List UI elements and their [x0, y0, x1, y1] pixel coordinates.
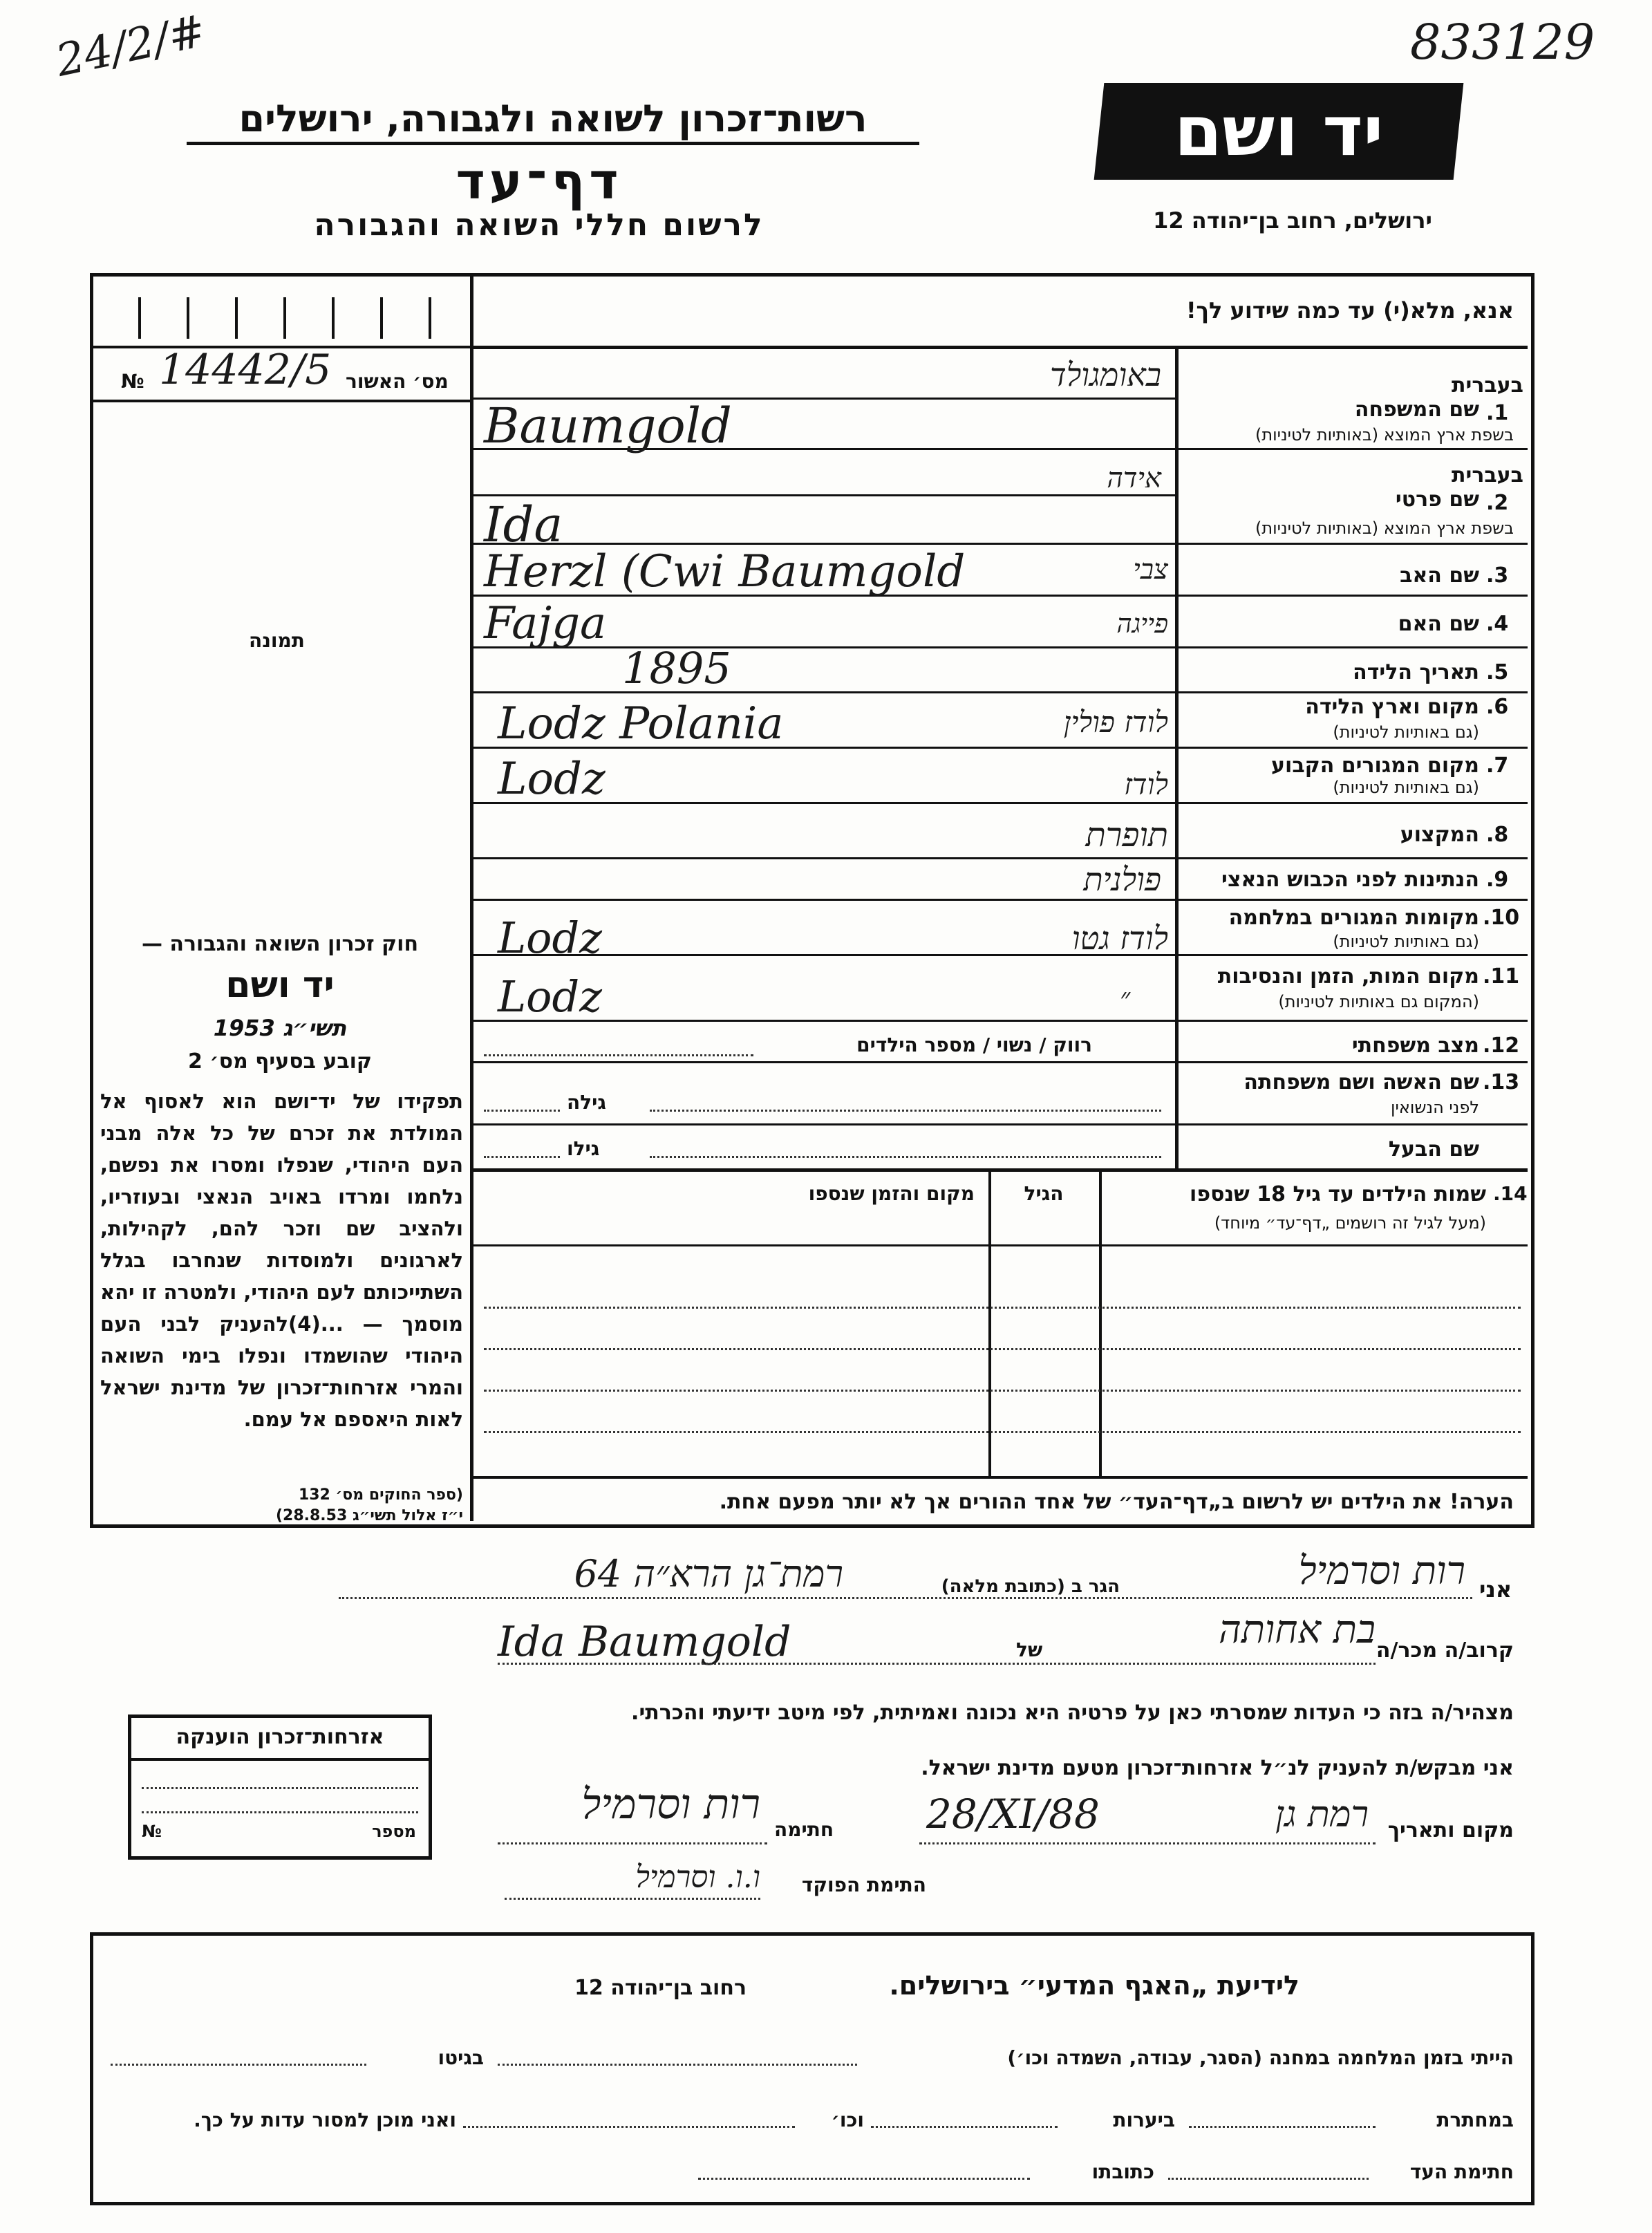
field-5-num: 5. — [1486, 660, 1509, 684]
decl-name[interactable]: רות וסרמיל — [1298, 1549, 1465, 1594]
field-7-hebrew-value: לודז — [1124, 767, 1168, 801]
field-1-sub: בשפת ארץ המוצא (באותיות לטיניות) — [1255, 425, 1514, 445]
decl-signature-label: חתימה — [774, 1818, 834, 1841]
children-col-names-sub: (מעל לגיל זה רושמים „דף־עד״ מיוחד) — [1214, 1213, 1486, 1233]
form-title: דף־עד — [456, 152, 623, 210]
top-left-note: 24/2/# — [51, 6, 211, 87]
field-13-num: 13. — [1483, 1070, 1520, 1094]
bottom-row2-underground: במחתרת — [1436, 2109, 1514, 2131]
law-title: חוק זכרון השואה והגבורה — — [141, 932, 419, 956]
registration-label: מס׳ האשור — [346, 370, 449, 393]
field-6-value[interactable]: Lodz Polania — [498, 698, 784, 749]
field-4-hebrew-value: פייגה — [1116, 608, 1168, 639]
intro-text: אנא, מלא(י) עד כמה שידוע לך! — [1185, 297, 1514, 324]
law-name: יד ושם — [225, 964, 335, 1006]
field-1-hebrew-tag: בעברית — [1452, 373, 1523, 398]
field-13-sub: לפני הנשואין — [1390, 1098, 1479, 1117]
field-3-value[interactable]: Herzl (Cwi Baumgold — [484, 546, 966, 597]
org-title-underline — [187, 142, 919, 145]
field-5-value[interactable]: 1895 — [622, 643, 731, 693]
field-7-label: מקום המגורים הקבוע — [1271, 754, 1479, 778]
field-8-hebrew-value[interactable]: תופרת — [1085, 816, 1168, 854]
field-10-num: 10. — [1483, 906, 1520, 930]
field-2-num: 2. — [1486, 491, 1509, 515]
bottom-row3-signature: חתימת העד — [1409, 2160, 1514, 2183]
registration-value: 14442/5 — [159, 346, 332, 394]
decl-address[interactable]: רמת־גן הרא״ה 64 — [574, 1552, 843, 1596]
decl-statement: מצהיר/ה בזה כי העדות שמסרתי כאן על פרטיה היא נכונה ואמיתית, לפי מיטב ידיעתי והכרתי. — [631, 1701, 1514, 1725]
field-1-label: שם המשפחה — [1354, 398, 1479, 422]
field-12-label: מצב משפחתי — [1351, 1034, 1479, 1058]
field-2-sub: בשפת ארץ המוצא (באותיות לטיניות) — [1255, 518, 1514, 538]
decl-relation-label: קרוב/ה מכר/ה — [1376, 1638, 1514, 1663]
bottom-heading-address: רחוב בן־יהודה 12 — [574, 1976, 747, 2000]
label-column-divider — [1175, 349, 1179, 1168]
law-ref-1: (ספר החוקים מס׳ 132 — [298, 1486, 463, 1504]
field-1-value[interactable]: Baumgold — [484, 398, 732, 454]
decl-official-label: התימת הפוקד — [801, 1874, 926, 1896]
field-9-label: הנתינות לפני הכבוש הנאצי — [1221, 868, 1479, 892]
decl-place-label: מקום ותאריך — [1387, 1818, 1514, 1842]
citizenship-box — [128, 1715, 432, 1860]
field-3-num: 3. — [1486, 563, 1509, 588]
citizenship-title: אזרחות־זכרון הוענקה — [176, 1725, 384, 1749]
field-9-hebrew-value[interactable]: פולנית — [1083, 861, 1161, 898]
field-12-value[interactable]: רווק / נשוי / מספר הילדים — [856, 1034, 1092, 1056]
law-year: תשי״ג 1953 — [213, 1015, 347, 1041]
field-8-num: 8. — [1486, 823, 1509, 847]
bottom-row3-address: כתובתו — [1091, 2160, 1154, 2183]
intro-divider — [473, 346, 1528, 349]
law-section: קובע בסעיף מס׳ 2 — [187, 1049, 373, 1074]
field-11-num: 11. — [1483, 964, 1520, 989]
decl-of-value[interactable]: Ida Baumgold — [498, 1618, 791, 1666]
field-7-value[interactable]: Lodz — [498, 754, 606, 805]
field-12-num: 12. — [1483, 1034, 1520, 1058]
citizenship-number-label: מספר — [372, 1822, 416, 1841]
field-10-hebrew-value: לודז גטו — [1071, 919, 1168, 957]
field-13-age-label: גילה — [567, 1091, 606, 1114]
field-3-hebrew-value: צבי — [1133, 554, 1168, 586]
field-1-hebrew-value: באומגולד — [1049, 356, 1161, 393]
field-10-sub: (גם באותיות לטיניות) — [1333, 932, 1479, 951]
bottom-row1: הייתי בזמן המלחמה במחנה (הסגר, עבודה, השמדה וכו׳) — [1007, 2046, 1514, 2069]
decl-relation[interactable]: בת אחותה — [1219, 1607, 1376, 1652]
children-col-names: שמות הילדים עד גיל 18 שנספו — [1190, 1182, 1486, 1206]
field-13-label: שם האשה ושם משפחתה — [1243, 1070, 1479, 1094]
law-text: תפקידו של יד־ושם הוא לאסוף אל המולדת את זכרם של כל אלה מבני העם היהודי, שנפלו ומסרו את נפשם, נלחמו ומרדו באויב הנאצי ובעוזריו, ולהציב שם וזכר להם, לקהילות, לארגונים ולמוסדות שנחרבו בגלל השתייכותם לעם היהודי, ולמטרה זו יהא מוסמך — ...(4)להעניק לבני העם היהודי שהושמדו ונפלו בימי השואה והמרי אזרחות־זכרון של מדינת ישראל לאות היאספם אל עמם. — [100, 1090, 463, 1431]
decl-place[interactable]: רמת גן — [1275, 1794, 1369, 1835]
org-title: רשות־זכרון לשואה ולגבורה, ירושלים — [238, 97, 867, 140]
field-11-hebrew-value: ״ — [1120, 982, 1131, 1014]
bottom-row1-end: בגיטו — [438, 2046, 484, 2069]
field-6-sub: (גם באותיות לטיניות) — [1333, 722, 1479, 742]
field-9-num: 9. — [1486, 868, 1509, 892]
decl-date[interactable]: 28/XI/88 — [926, 1791, 1100, 1838]
decl-request: אני מבקש/ת להעניק לנ״ל אזרחות־זכרון מטעם מדינת ישראל. — [921, 1756, 1514, 1780]
field-8-label: המקצוע — [1400, 823, 1479, 847]
field-1-num: 1. — [1486, 401, 1509, 425]
registration-ticks — [111, 297, 456, 339]
top-right-number: 833129 — [1410, 14, 1595, 71]
children-col-place: מקום והזמן שנספו — [808, 1182, 975, 1205]
field-6-label: מקום וארץ הלידה — [1305, 695, 1479, 719]
bottom-row2-end: ואני מוכן למסור עדות על כך. — [194, 2109, 456, 2131]
field-11-label: מקום המות, הזמן והנסיבות — [1217, 964, 1479, 989]
decl-i-label: אני — [1479, 1576, 1512, 1603]
photo-label: תמונה — [249, 629, 305, 652]
field-4-value[interactable]: Fajga — [484, 598, 607, 649]
logo-block — [1094, 83, 1464, 180]
bottom-row2-forests: ביערות — [1113, 2109, 1175, 2131]
law-ref-2: י״ז אלול תשי״ג 28.8.53) — [275, 1507, 463, 1524]
field-10-value[interactable]: Lodz — [498, 913, 602, 963]
husband-age-label: גילו — [567, 1137, 600, 1160]
husband-label: שם הבעל — [1388, 1137, 1479, 1161]
children-num: 14. — [1493, 1182, 1528, 1205]
address: ירושלים, רחוב בן־יהודה 12 — [1153, 207, 1432, 234]
decl-address-label: הגר ב (כתובת מלאה) — [941, 1576, 1120, 1597]
field-3-label: שם האב — [1400, 563, 1479, 588]
note-text: הערה! את הילדים יש לרשום ב„דף־העד״ של אחד ההורים אך לא יותר מפעם אחת. — [719, 1490, 1514, 1514]
field-11-value[interactable]: Lodz — [498, 971, 602, 1022]
field-7-sub: (גם באותיות לטיניות) — [1333, 778, 1479, 797]
field-5-label: תאריך הלידה — [1353, 660, 1479, 684]
field-10-label: מקומות המגורים במלחמה — [1228, 906, 1479, 930]
field-7-num: 7. — [1486, 754, 1509, 778]
field-2-hebrew-value: אידה — [1107, 463, 1161, 494]
field-2-label: שם פרטי — [1395, 487, 1479, 512]
field-11-sub: (המקום גם באותיות לטיניות) — [1278, 992, 1479, 1011]
citizenship-no-label: № — [142, 1822, 162, 1841]
decl-of-label: של — [1016, 1638, 1043, 1661]
decl-official-sig[interactable]: ו.ו. וסרמיל — [635, 1860, 760, 1895]
registration-no-label: № — [121, 370, 144, 393]
field-2-hebrew-tag: בעברית — [1452, 463, 1523, 487]
field-6-num: 6. — [1486, 695, 1509, 719]
bottom-row2-etc: וכו׳ — [831, 2109, 864, 2131]
field-4-label: שם האם — [1398, 612, 1479, 636]
bottom-heading: לידיעת „האגף המדעי״ בירושלים. — [889, 1970, 1299, 2001]
field-4-num: 4. — [1486, 612, 1509, 636]
logo-text: יד ושם — [1174, 91, 1384, 171]
decl-signature[interactable]: רות וסרמיל — [581, 1780, 760, 1829]
children-col-age: הגיל — [1024, 1182, 1064, 1205]
field-2-value[interactable]: Ida — [484, 496, 563, 553]
field-6-hebrew-value: לודז פולין — [1063, 705, 1168, 739]
form-subtitle: לרשום חללי השואה והגבורה — [314, 207, 764, 243]
